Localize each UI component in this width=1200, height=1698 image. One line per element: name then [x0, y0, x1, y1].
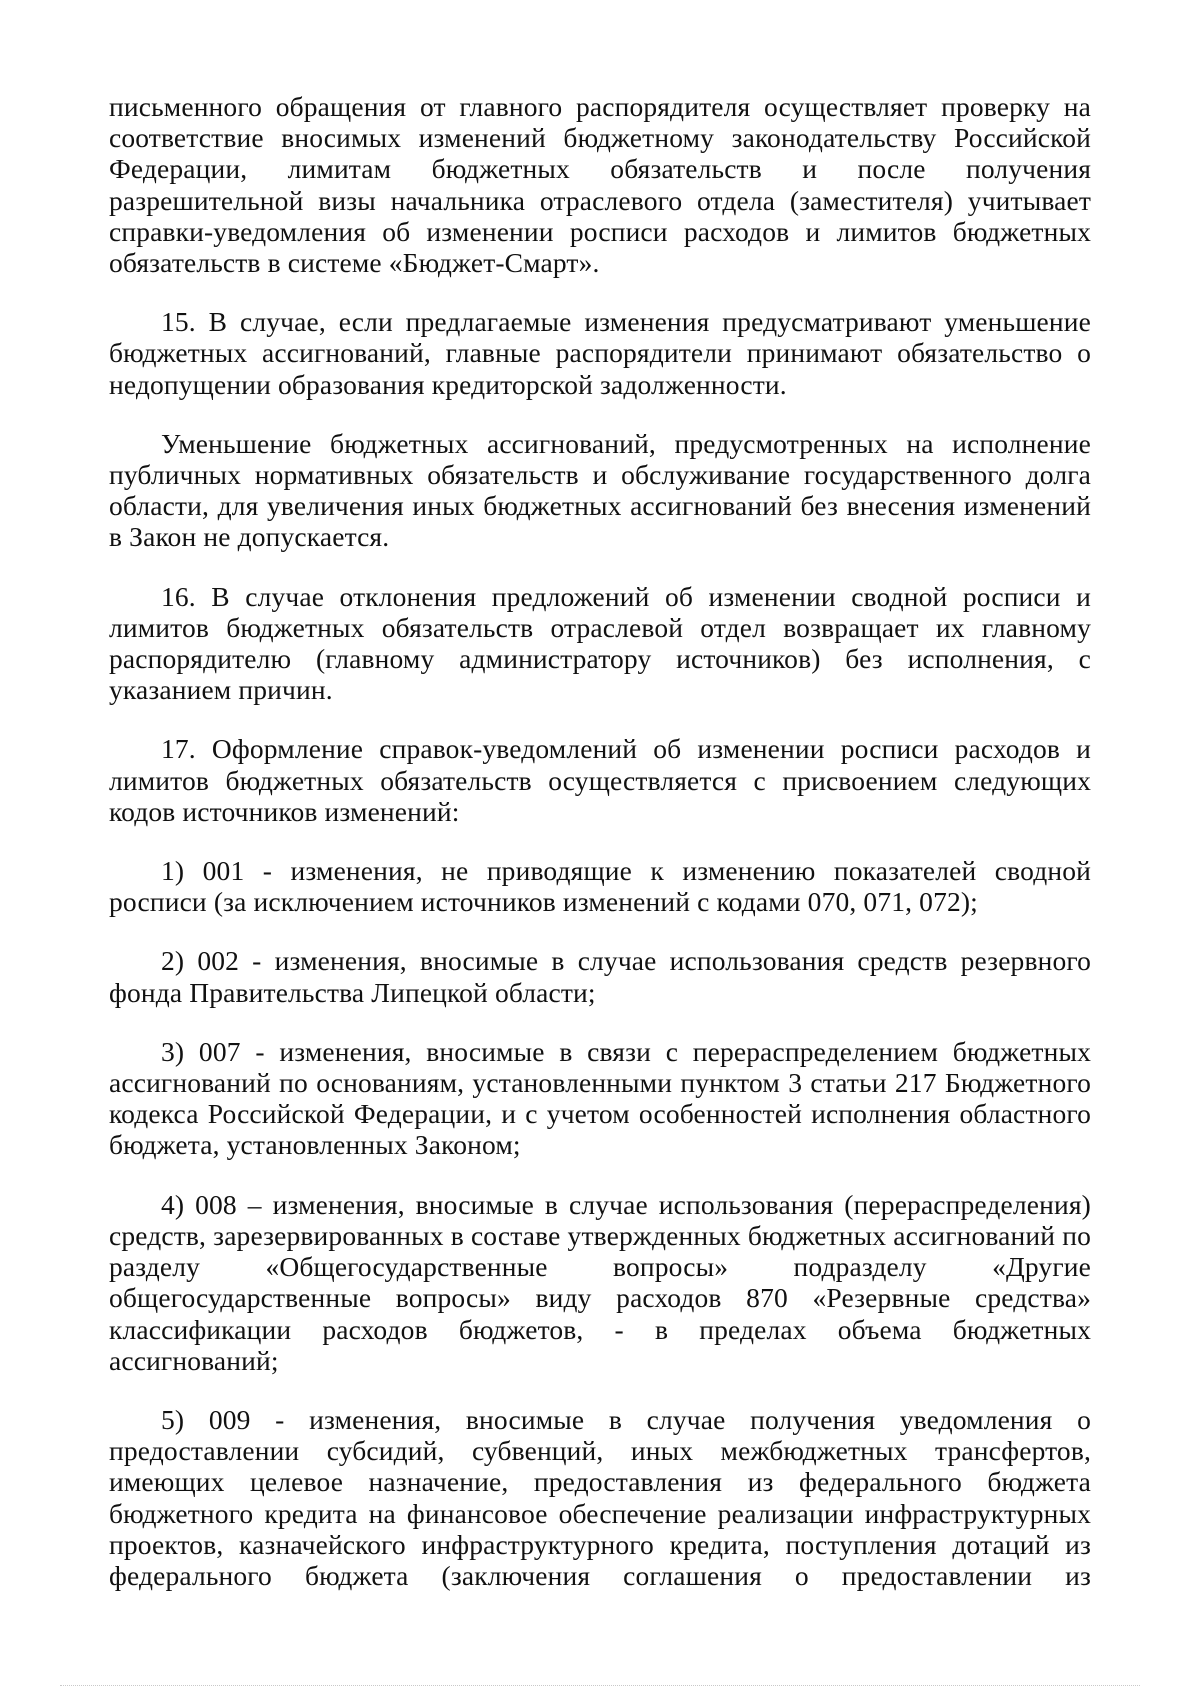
paragraph-item-17: 17. Оформление справок-уведомлений об изменении росписи расходов и лимитов бюджетных обязательств осуществляется с присвоением следующих кодов источников изменений:: [109, 733, 1091, 827]
paragraph-code-008: 4) 008 – изменения, вносимые в случае использования (перераспределения) средств, зарезервированных в составе утвержденных бюджетных ассигнований по разделу «Общегосударственные вопросы» подразделу «Другие общегосударственные вопросы» виду расходов 870 «Резервные средства» классификации расходов бюджетов, - в пределах объема бюджетных ассигнований;: [109, 1188, 1091, 1376]
paragraph-item-15: 15. В случае, если предлагаемые изменения предусматривают уменьшение бюджетных ассигнований, главные распорядители принимают обязательство о недопущении образования кредиторской задолженности.: [109, 306, 1091, 400]
paragraph-continuation: письменного обращения от главного распорядителя осуществляет проверку на соответствие вносимых изменений бюджетному законодательству Российской Федерации, лимитам бюджетных обязательств и после получения разрешительной визы начальника отраслевого отдела (заместителя) учитывает справки-уведомления об изменении росписи расходов и лимитов бюджетных обязательств в системе «Бюджет-Смарт».: [109, 91, 1091, 279]
scan-edge-dots: [60, 1685, 1140, 1686]
paragraph-reduction-note: Уменьшение бюджетных ассигнований, предусмотренных на исполнение публичных нормативных обязательств и обслуживание государственного долга области, для увеличения иных бюджетных ассигнований без внесения изменений в Закон не допускается.: [109, 427, 1091, 553]
paragraph-code-002: 2) 002 - изменения, вносимые в случае использования средств резервного фонда Правительства Липецкой области;: [109, 945, 1091, 1008]
paragraph-item-16: 16. В случае отклонения предложений об изменении сводной росписи и лимитов бюджетных обязательств отраслевой отдел возвращает их главному распорядителю (главному администратору источников) без исполнения, с указанием причин.: [109, 580, 1091, 706]
paragraph-code-009: 5) 009 - изменения, вносимые в случае получения уведомления о предоставлении субсидий, субвенций, иных межбюджетных трансфертов, имеющих целевое назначение, предоставления из федерального бюджета бюджетного кредита на финансовое обеспечение реализации инфраструктурных проектов, казначейского инфраструктурного кредита, поступления дотаций из федерального бюджета (заключения соглашения о предоставлении из: [109, 1403, 1091, 1591]
paragraph-code-007: 3) 007 - изменения, вносимые в связи с перераспределением бюджетных ассигнований по основаниям, установленными пунктом 3 статьи 217 Бюджетного кодекса Российской Федерации, и с учетом особенностей исполнения областного бюджета, установленных Законом;: [109, 1035, 1091, 1161]
paragraph-code-001: 1) 001 - изменения, не приводящие к изменению показателей сводной росписи (за исключением источников изменений с кодами 070, 071, 072);: [109, 855, 1091, 918]
